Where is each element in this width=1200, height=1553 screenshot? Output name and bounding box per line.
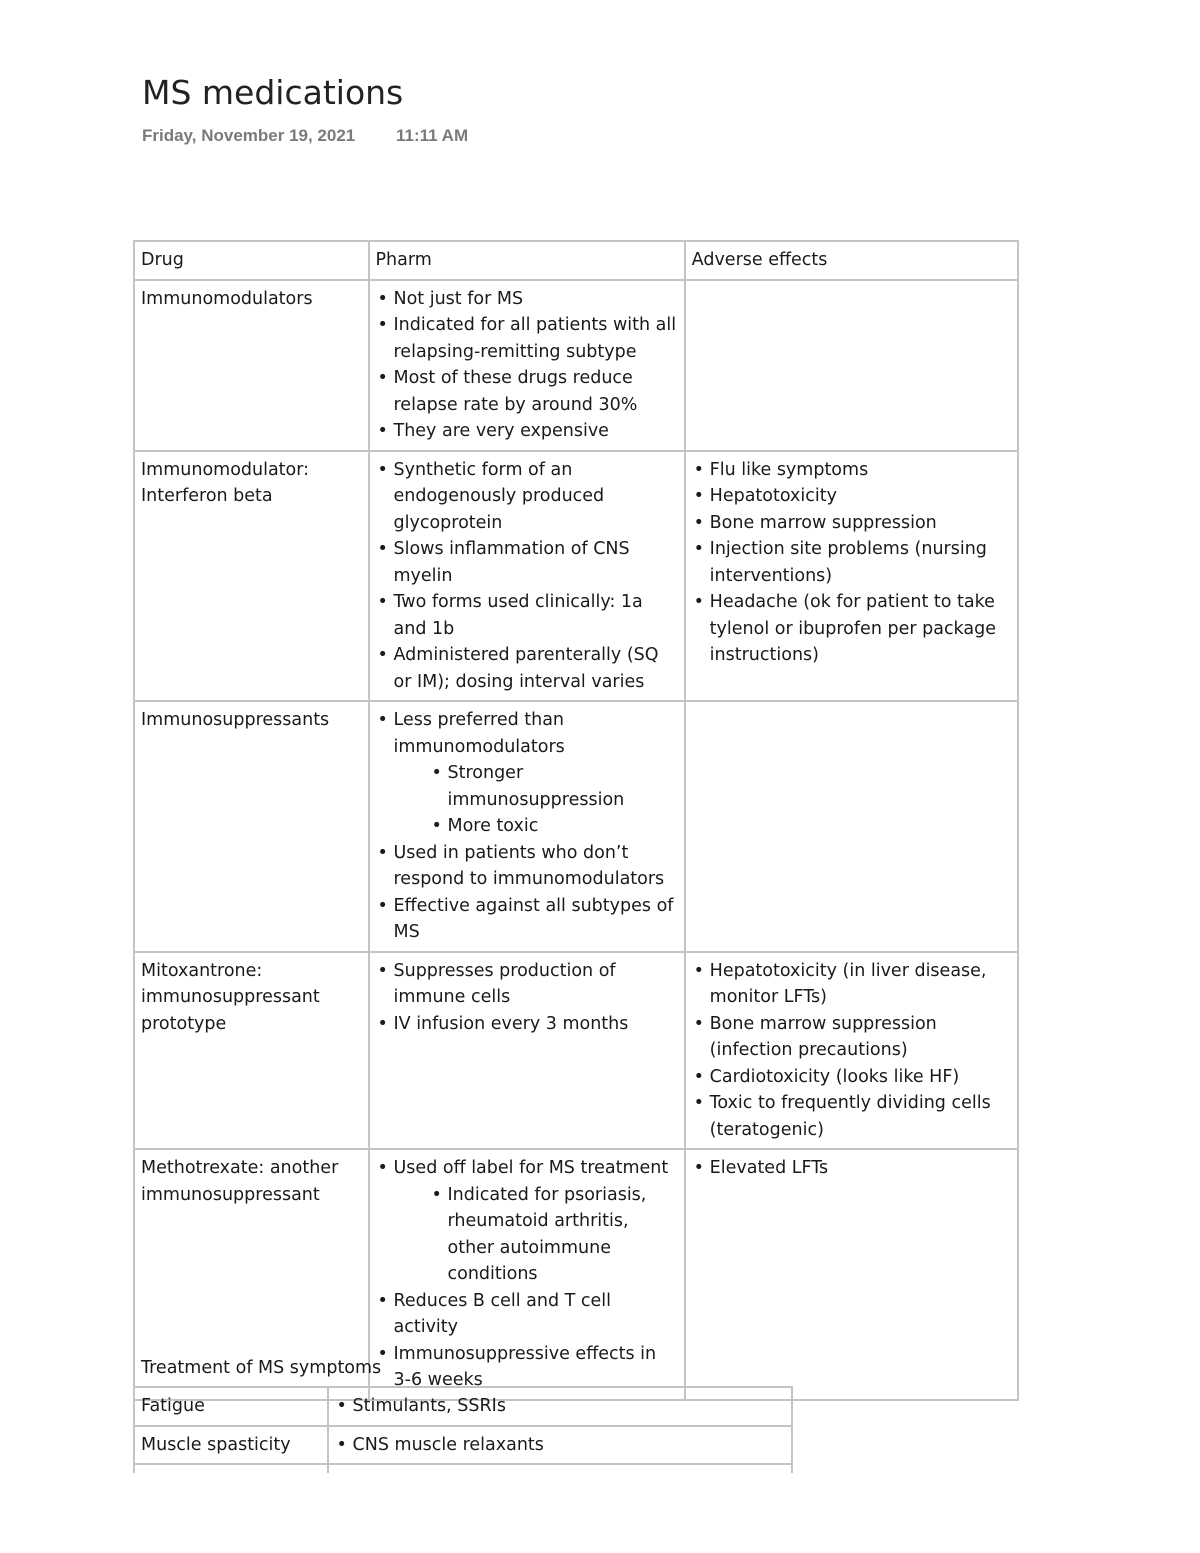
pharm-list xyxy=(376,1155,678,1394)
pharm-list xyxy=(376,457,678,696)
pharm-item-text: Immunosuppressive effects in 3-6 weeks xyxy=(393,1343,657,1390)
treatment-item: • CNS muscle relaxants xyxy=(335,1432,785,1459)
pharm-cell xyxy=(369,701,685,952)
treatment-cell xyxy=(328,1387,792,1426)
adverse-item: • Hepatotoxicity xyxy=(692,483,1011,510)
table-row xyxy=(134,952,1018,1150)
treatment-item: • Stimulants, SSRIs xyxy=(335,1393,785,1420)
adverse-list xyxy=(692,958,1011,1144)
pharm-item xyxy=(376,418,678,445)
cut-cell xyxy=(328,1464,792,1473)
pharm-item xyxy=(376,286,678,313)
pharm-item xyxy=(376,536,678,589)
pharm-item-text: Used off label for MS treatment xyxy=(393,1158,669,1178)
adverse-item: • Injection site problems (nursing interventions) xyxy=(692,536,1011,589)
pharm-item xyxy=(376,312,678,365)
drug-cell: Immunosuppressants xyxy=(134,701,369,952)
page-meta xyxy=(142,126,468,146)
adverse-list xyxy=(692,1155,1011,1182)
pharm-item-text: Suppresses production of immune cells xyxy=(393,960,616,1007)
page-title: MS medications xyxy=(142,73,404,112)
pharm-item-text: IV infusion every 3 months xyxy=(393,1013,629,1034)
page-date: Friday, November 19, 2021 xyxy=(142,126,356,145)
adverse-item: • Bone marrow suppression (infection precautions) xyxy=(692,1011,1011,1064)
pharm-item xyxy=(376,1288,678,1341)
pharm-list xyxy=(376,286,678,445)
adverse-item: • Bone marrow suppression xyxy=(692,510,1011,537)
adverse-cell xyxy=(685,701,1018,952)
table-row xyxy=(134,451,1018,702)
symptom-row xyxy=(134,1387,792,1426)
adverse-item: • Cardiotoxicity (looks like HF) xyxy=(692,1064,1011,1091)
pharm-item xyxy=(376,958,678,1011)
symptoms-heading: Treatment of MS symptoms xyxy=(141,1358,382,1378)
adverse-item: • Hepatotoxicity (in liver disease, monitor LFTs) xyxy=(692,958,1011,1011)
header-drug: Drug xyxy=(134,241,369,280)
pharm-item-text: Synthetic form of an endogenously produced glycoprotein xyxy=(393,459,605,533)
table-row xyxy=(134,701,1018,952)
medications-table xyxy=(133,240,1019,1401)
adverse-cell xyxy=(685,1149,1018,1400)
table-row xyxy=(134,280,1018,451)
pharm-subitem: • Indicated for psoriasis, rheumatoid arthritis, other autoimmune conditions xyxy=(430,1182,678,1288)
adverse-item: • Headache (ok for patient to take tylenol or ibuprofen per package instructions) xyxy=(692,589,1011,669)
pharm-cell xyxy=(369,1149,685,1400)
header-adverse-effects: Adverse effects xyxy=(685,241,1018,280)
table-row-cut xyxy=(134,1464,792,1473)
pharm-item xyxy=(376,1155,678,1288)
adverse-cell xyxy=(685,451,1018,702)
symptoms-table xyxy=(133,1386,793,1473)
adverse-cell xyxy=(685,280,1018,451)
pharm-item-text: Effective against all subtypes of MS xyxy=(393,895,674,942)
pharm-item-text: They are very expensive xyxy=(393,421,609,441)
symptom-cell: Muscle spasticity xyxy=(134,1426,328,1465)
pharm-item xyxy=(376,365,678,418)
adverse-item: • Toxic to frequently dividing cells (teratogenic) xyxy=(692,1090,1011,1143)
pharm-item-text: Two forms used clinically: 1a and 1b xyxy=(393,592,643,639)
drug-cell: Methotrexate: another immunosuppressant xyxy=(134,1149,369,1400)
treatment-list xyxy=(335,1432,785,1459)
symptom-row xyxy=(134,1426,792,1465)
adverse-item: • Elevated LFTs xyxy=(692,1155,1011,1182)
pharm-list xyxy=(376,958,678,1038)
table-header-row xyxy=(134,241,1018,280)
pharm-subitem: • More toxic xyxy=(430,813,678,840)
pharm-item xyxy=(376,840,678,893)
adverse-item: • Flu like symptoms xyxy=(692,457,1011,484)
drug-cell: Immunomodulators xyxy=(134,280,369,451)
pharm-item-text: Indicated for all patients with all relapsing-remitting subtype xyxy=(393,315,677,362)
treatment-list xyxy=(335,1393,785,1420)
pharm-cell xyxy=(369,280,685,451)
pharm-cell xyxy=(369,952,685,1150)
page-time: 11:11 AM xyxy=(395,126,469,145)
pharm-item-text: Less preferred than immunomodulators xyxy=(393,710,565,757)
pharm-item xyxy=(376,457,678,537)
adverse-cell xyxy=(685,952,1018,1150)
pharm-item-text: Most of these drugs reduce relapse rate by around 30% xyxy=(393,368,638,415)
adverse-list xyxy=(692,457,1011,669)
pharm-item-text: Not just for MS xyxy=(393,288,524,309)
pharm-item-text: Administered parenterally (SQ or IM); dosing interval varies xyxy=(393,645,659,692)
pharm-item-text: Used in patients who don’t respond to immunomodulators xyxy=(393,842,665,889)
drug-cell: Mitoxantrone: immunosuppressant prototype xyxy=(134,952,369,1150)
pharm-item xyxy=(376,589,678,642)
pharm-subitem: • Stronger immunosuppression xyxy=(430,760,678,813)
pharm-item xyxy=(376,893,678,946)
pharm-sublist xyxy=(394,1182,678,1288)
pharm-list xyxy=(376,707,678,946)
pharm-sublist xyxy=(394,760,678,840)
pharm-item xyxy=(376,642,678,695)
cut-cell xyxy=(134,1464,328,1473)
pharm-item xyxy=(376,1011,678,1038)
drug-cell: Immunomodulator: Interferon beta xyxy=(134,451,369,702)
treatment-cell xyxy=(328,1426,792,1465)
symptom-cell: Fatigue xyxy=(134,1387,328,1426)
pharm-item xyxy=(376,707,678,840)
pharm-item-text: Reduces B cell and T cell activity xyxy=(393,1290,612,1337)
pharm-item-text: Slows inflammation of CNS myelin xyxy=(393,539,630,586)
header-pharm: Pharm xyxy=(369,241,685,280)
pharm-cell xyxy=(369,451,685,702)
